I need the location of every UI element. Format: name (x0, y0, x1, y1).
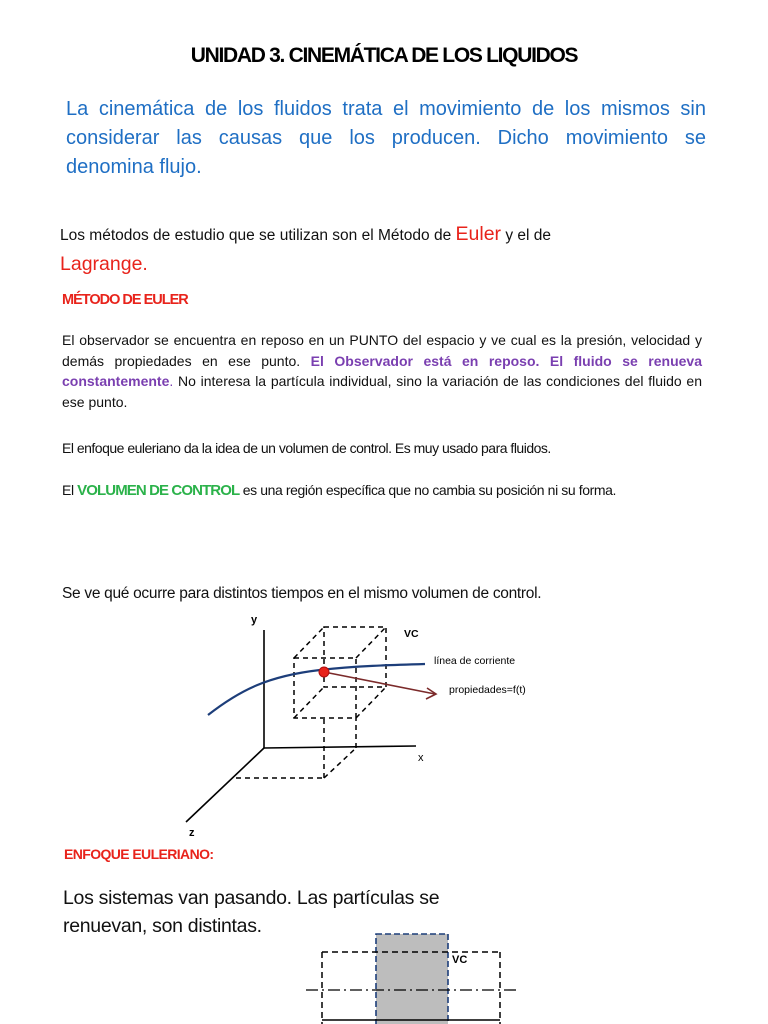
properties-label: propiedades=f(t) (449, 684, 526, 696)
page-title: UNIDAD 3. CINEMÁTICA DE LOS LIQUIDOS (190, 44, 578, 67)
euler-highlight: Euler (455, 223, 502, 245)
systems-paragraph: Los sistemas van pasando. Las partículas se renuevan, son distintas. (63, 887, 440, 937)
vc-highlight: VOLUMEN DE CONTROL (77, 482, 240, 499)
eulerian-approach-heading: ENFOQUE EULERIANO: (64, 846, 214, 862)
vc-label: VC (404, 628, 419, 640)
observation-point (319, 667, 329, 677)
methods-middle: y el de (501, 227, 552, 244)
euler-desc-period: . (169, 373, 174, 389)
euler-description (62, 330, 702, 412)
lagrange-highlight: Lagrange. (60, 253, 148, 275)
control-volume-diagram (0, 600, 768, 845)
euler-desc-highlight: El Observador está en reposo. El fluido se renueva constantemente (62, 352, 702, 389)
pipe-control-volume-diagram (0, 925, 768, 1024)
properties-arrow (324, 672, 435, 694)
z-axis-label: z (189, 827, 195, 839)
vc-prefix: El (62, 482, 78, 498)
vc-label-2: VC (452, 954, 468, 966)
methods-paragraph (60, 220, 710, 280)
euler-heading: MÉTODO DE EULER (62, 292, 188, 308)
vc-suffix: es una región específica que no cambia su posición ni su forma. (239, 482, 617, 498)
control-volume-definition (62, 482, 616, 499)
euler-desc-part2: No interesa la partícula individual, sino la variación de las condiciones del fluido en ese punto. (62, 373, 702, 410)
methods-prefix: Los métodos de estudio que se utilizan son el Método de (60, 227, 456, 244)
euler-desc-part1: El observador se encuentra en reposo en un PUNTO del espacio y ve cual es la presión, velocidad y demás propiedades en ese punto. (62, 332, 702, 369)
streamline-label: línea de corriente (434, 655, 516, 667)
eulerian-approach-text: El enfoque euleriano da la idea de un volumen de control. Es muy usado para fluidos. (62, 440, 551, 456)
streamline (208, 664, 425, 715)
y-axis-label: y (251, 614, 258, 626)
times-text: Se ve qué ocurre para distintos tiempos en el mismo volumen de control. (62, 585, 542, 602)
z-axis (186, 748, 264, 822)
x-axis-label: x (418, 752, 424, 764)
x-axis (264, 746, 416, 748)
control-volume-box (376, 934, 448, 1024)
intro-paragraph: La cinemática de los fluidos trata el movimiento de los mismos sin considerar las causas que los producen. Dicho movimiento se denomina flujo. (66, 98, 706, 178)
control-volume-cube (236, 627, 386, 778)
